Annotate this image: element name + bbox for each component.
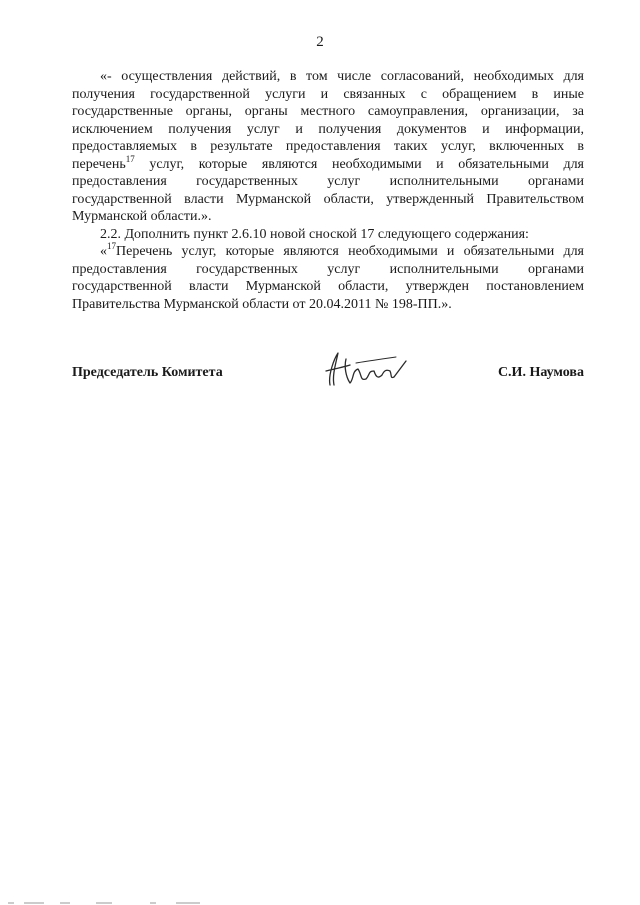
footnote-marker: 17 bbox=[107, 241, 116, 251]
text-fragment: перечень bbox=[72, 156, 126, 172]
text-fragment: Перечень услуг, которые являются необходимыми и обязательными для bbox=[116, 244, 584, 259]
text-line: предоставления государственных услуг исполнительными органами bbox=[72, 174, 584, 189]
document-body bbox=[72, 68, 584, 313]
text-line: «- осуществления действий, в том числе согласований, необходимых для bbox=[100, 69, 584, 84]
paragraph-amendment-text bbox=[72, 68, 584, 226]
scan-artifact bbox=[0, 897, 640, 905]
text-line: 2.2. Дополнить пункт 2.6.10 новой сноской 17 следующего содержания: bbox=[100, 226, 529, 242]
text-line: предоставления государственных услуг исполнительными органами bbox=[72, 261, 584, 277]
signatory-name: С.И. Наумова bbox=[497, 365, 584, 380]
text-line-with-footnote bbox=[72, 243, 584, 261]
text-line: получения государственной услуги и связанных с обращением в иные bbox=[72, 86, 584, 102]
quote-mark: « bbox=[100, 244, 107, 259]
text-line: Правительства Мурманской области от 20.04.2011 № 198-ПП.». bbox=[72, 296, 452, 312]
text-line: государственной власти Мурманской области, утвержден постановлением bbox=[72, 279, 584, 294]
footnote-marker: 17 bbox=[125, 153, 135, 164]
text-line: исключением получения услуг и получения документов и информации, bbox=[72, 121, 584, 137]
text-line: государственные органы, органы местного самоуправления, организации, за bbox=[72, 104, 584, 119]
handwritten-signature bbox=[316, 349, 412, 391]
text-line-with-footnote bbox=[72, 153, 584, 174]
text-line: Мурманской области.». bbox=[72, 209, 212, 224]
text-line: предоставляемых в результате предоставления таких услуг, включенных в bbox=[72, 139, 584, 154]
paragraph-footnote-17 bbox=[72, 243, 584, 313]
page-number: 2 bbox=[316, 34, 324, 50]
paragraph-item-2-2 bbox=[72, 226, 584, 244]
signatory-title: Председатель Комитета bbox=[72, 365, 223, 380]
text-line: государственной власти Мурманской области, утвержденный Правительством bbox=[72, 191, 584, 207]
text-fragment: услуг, которые являются необходимыми и обязательными для bbox=[134, 156, 584, 172]
signature-block bbox=[72, 357, 584, 397]
